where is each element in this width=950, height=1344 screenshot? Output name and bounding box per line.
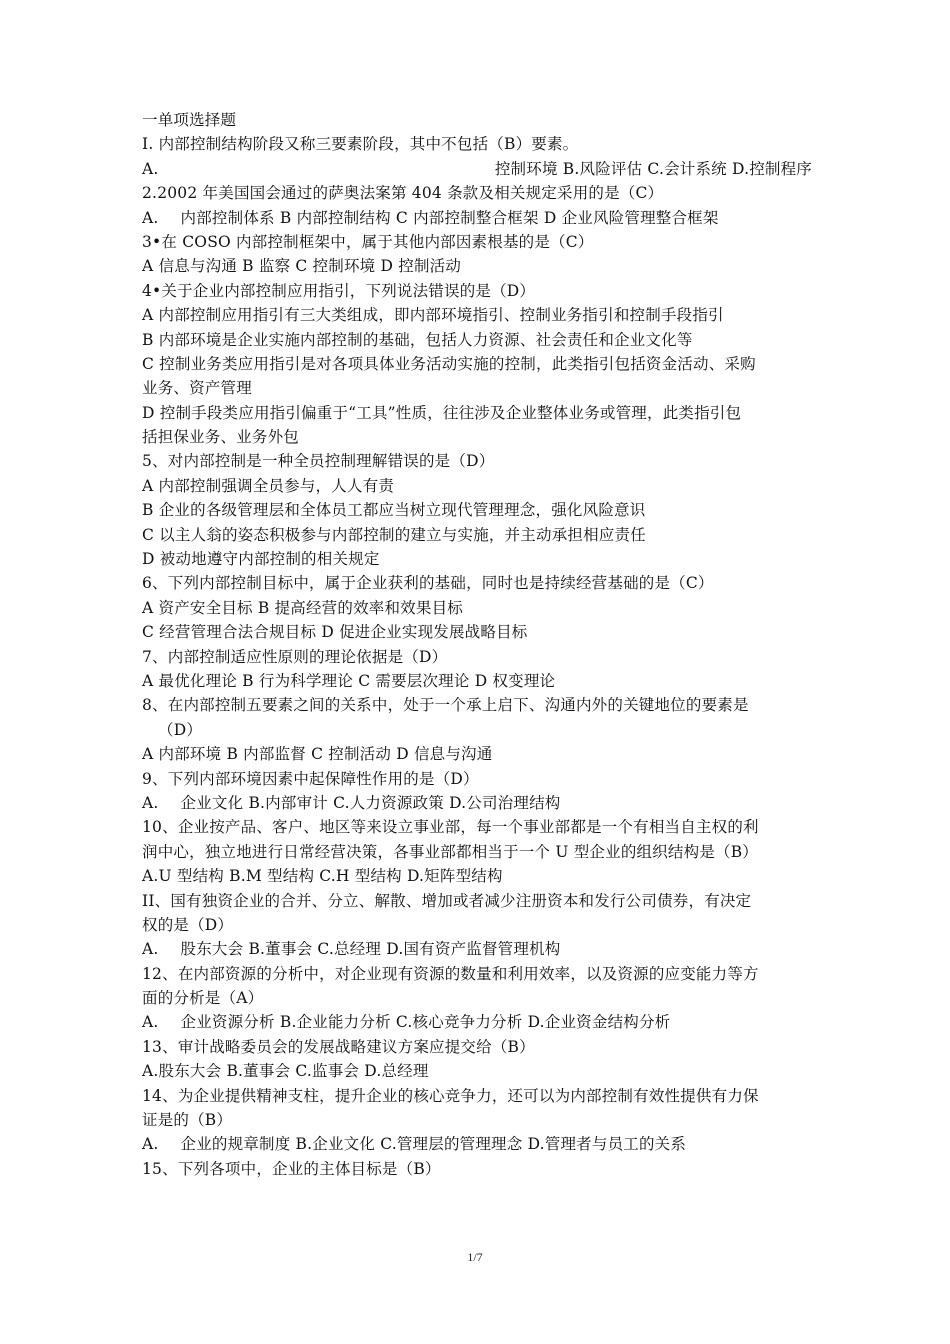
option-prefix: A. (142, 1135, 159, 1154)
question-14: 14、为企业提供精神支柱，提升企业的核心竞争力，还可以为内部控制有效性提供有力保 (142, 1086, 759, 1105)
question-15: 15、下列各项中，企业的主体目标是（B） (142, 1159, 441, 1178)
option-text: 企业的规章制度 B.企业文化 C.管理层的管理理念 D.管理者与员工的关系 (180, 1135, 687, 1154)
question-13-options: A.股东大会 B.董事会 C.监事会 D.总经理 (142, 1062, 429, 1081)
question-11-cont: 权的是（D） (142, 915, 234, 934)
question-11: II、国有独资企业的合并、分立、解散、增加或者减少注册资本和发行公司债券，有决定 (142, 891, 752, 910)
option-text: 控制环境 B.风险评估 C.会计系统 D.控制程序 (494, 159, 812, 178)
question-14-options (142, 1132, 812, 1156)
question-4-option-a: A 内部控制应用指引有三大类组成，即内部环境指引、控制业务指引和控制手段指引 (142, 306, 724, 325)
question-8: 8、在内部控制五要素之间的关系中，处于一个承上启下、沟通内外的关键地位的要素是 (142, 696, 749, 715)
question-12-cont: 面的分析是（A） (142, 989, 264, 1008)
question-7-options: A 最优化理论 B 行为科学理论 C 需要层次理论 D 权变理论 (142, 671, 556, 690)
question-1-options (142, 157, 812, 181)
question-5-option-b: B 企业的各级管理层和全体员工都应当树立现代管理理念，强化风险意识 (142, 501, 646, 520)
question-7: 7、内部控制适应性原则的理论依据是（D） (142, 647, 448, 666)
question-4-option-b: B 内部环境是企业实施内部控制的基础，包括人力资源、社会责任和企业文化等 (142, 330, 693, 349)
question-10-options: A.U 型结构 B.M 型结构 C.H 型结构 D.矩阵型结构 (142, 867, 503, 886)
question-5-option-d: D 被动地遵守内部控制的相关规定 (142, 550, 380, 569)
page-number: 1/7 (467, 1250, 483, 1264)
question-11-options (142, 937, 812, 961)
question-10: 10、企业按产品、客户、地区等来设立事业部，每一个事业部都是一个有相当自主权的利 (142, 818, 759, 837)
question-4-option-d-cont: 括担保业务、业务外包 (142, 428, 300, 447)
question-5: 5、对内部控制是一种全员控制理解错误的是（D） (142, 452, 495, 471)
question-4: 4•关于企业内部控制应用指引，下列说法错误的是（D） (142, 281, 536, 300)
question-12: 12、在内部资源的分析中，对企业现有资源的数量和利用效率，以及资源的应变能力等方 (142, 964, 759, 983)
question-5-option-c: C 以主人翁的姿态积极参与内部控制的建立与实施，并主动承担相应责任 (142, 525, 646, 544)
question-6-options-cd: C 经营管理合法合规目标 D 促进企业实现发展战略目标 (142, 623, 528, 642)
question-4-option-c-cont: 业务、资产管理 (142, 379, 252, 398)
option-text: 内部控制体系 B 内部控制结构 C 内部控制整合框架 D 企业风险管理整合框架 (180, 208, 719, 227)
option-prefix: A. (142, 940, 159, 959)
question-3: 3•在 COSO 内部控制框架中，属于其他内部因素根基的是（C） (142, 232, 594, 251)
question-4-option-d: D 控制手段类应用指引偏重于“工具”性质，往往涉及企业整体业务或管理，此类指引包 (142, 403, 742, 422)
question-3-options: A 信息与沟通 B 监察 C 控制环境 D 控制活动 (142, 257, 462, 276)
question-9: 9、下列内部环境因素中起保障性作用的是（D） (142, 769, 479, 788)
question-10-cont: 润中心，独立地进行日常经营决策，各事业部都相当于一个 U 型企业的组织结构是（B） (142, 842, 759, 861)
question-8-answer: （D） (158, 720, 203, 739)
option-text: 企业文化 B.内部审计 C.人力资源政策 D.公司治理结构 (180, 793, 561, 812)
question-5-option-a: A 内部控制强调全员参与，人人有责 (142, 476, 395, 495)
option-text: 股东大会 B.董事会 C.总经理 D.国有资产监督管理机构 (180, 940, 561, 959)
question-9-options (142, 791, 812, 815)
option-prefix: A. (142, 208, 159, 227)
question-12-options (142, 1010, 812, 1034)
option-text: 企业资源分析 B.企业能力分析 C.核心竞争力分析 D.企业资金结构分析 (180, 1013, 671, 1032)
question-4-option-c: C 控制业务类应用指引是对各项具体业务活动实施的控制，此类指引包括资金活动、采购 (142, 354, 756, 373)
option-prefix: A. (142, 793, 159, 812)
question-2-options (142, 206, 812, 230)
option-prefix: A. (142, 1013, 159, 1032)
question-6-options-ab: A 资产安全目标 B 提高经营的效率和效果目标 (142, 598, 463, 617)
option-prefix: A. (142, 159, 159, 178)
question-2: 2.2002 年美国国会通过的萨奥法案第 404 条款及相关规定采用的是（C） (142, 184, 664, 203)
question-1: I. 内部控制结构阶段又称三要素阶段，其中不包括（B）要素。 (142, 135, 579, 154)
question-8-options: A 内部环境 B 内部监督 C 控制活动 D 信息与沟通 (142, 745, 493, 764)
question-14-cont: 证是的（B） (142, 1111, 233, 1130)
question-13: 13、审计战略委员会的发展战略建议方案应提交给（B） (142, 1037, 535, 1056)
section-title: 一单项选择题 (142, 111, 237, 129)
document-body (142, 108, 812, 1181)
question-6: 6、下列内部控制目标中，属于企业获利的基础，同时也是持续经营基础的是（C） (142, 574, 714, 593)
